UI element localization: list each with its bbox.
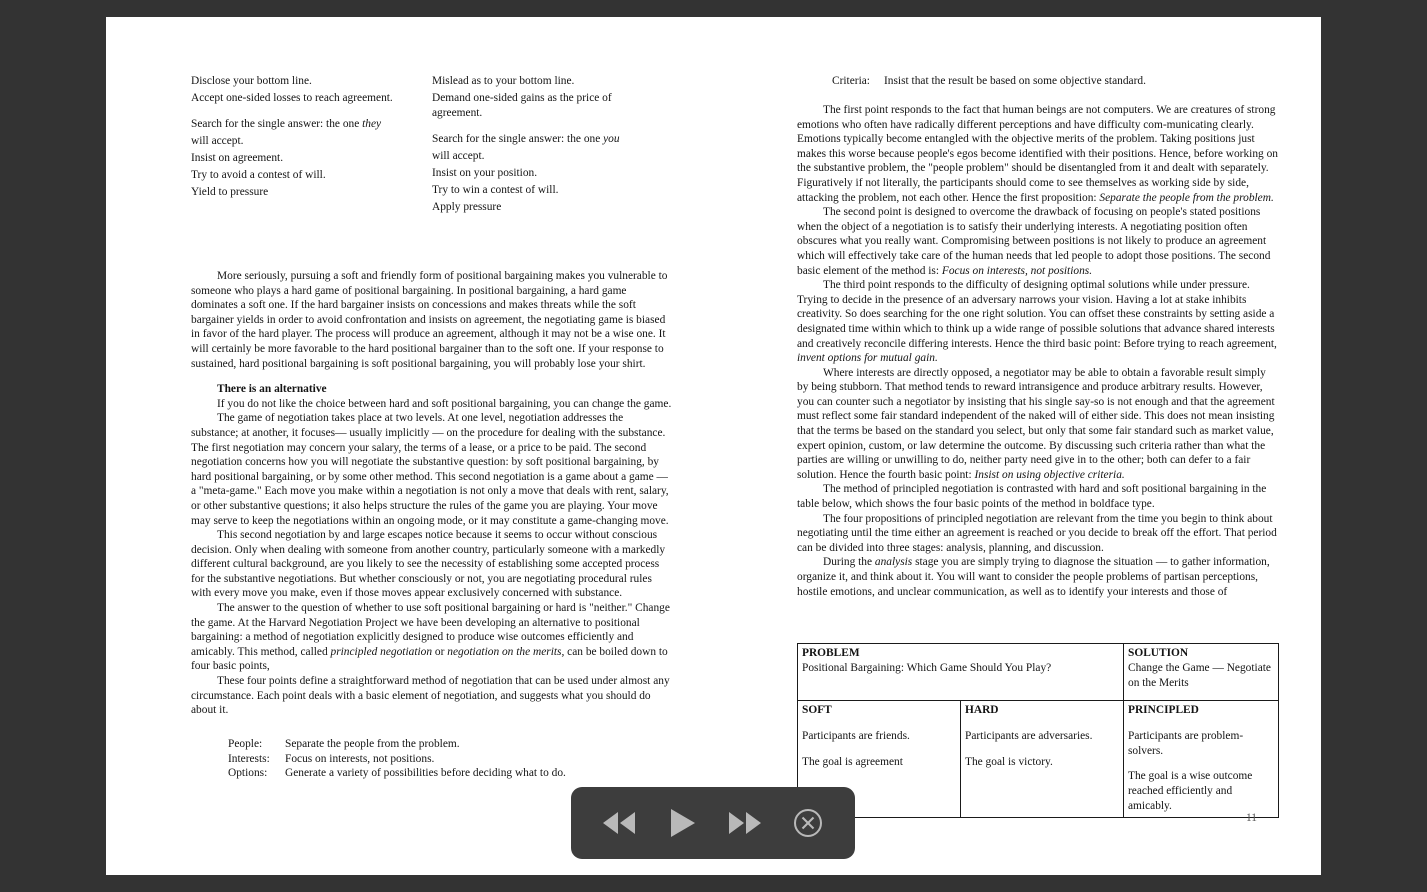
tactic-item: Apply pressure: [432, 201, 502, 214]
point-key: People:: [228, 737, 263, 750]
tactic-emphasis: you: [603, 133, 620, 146]
rewind-button[interactable]: [591, 801, 647, 845]
fast-forward-icon: [723, 810, 767, 836]
table-cell-text: The goal is agreement: [802, 755, 903, 768]
tactic-item: will accept.: [432, 150, 485, 163]
proposition-focus-on-interests: Focus on interests, not positions.: [941, 264, 1093, 277]
tactic-item: Insist on agreement.: [191, 152, 284, 165]
four-basic-points-list: [191, 737, 673, 781]
paragraph-game-two-levels: The game of negotiation takes place at two levels. At one level, negotiation addresses the substance; at another, it focuses— usually implicitly — on the procedure for dealing with the substance. The first negotiation may concern your salary, the terms of a lease, or a price to be paid. The second negotiation concerns how you will negotiate the substantive question: by soft positional bargaining, by hard positional bargaining, or by some other method. This second negotiation is a game about a game — a "meta-game." Each move you make within a negotiation is not only a move that deals with rent, salary, or other substantive questions; it also helps structure the rules of the game you are playing. Your move may serve to keep the negotiations within an ongoing mode, or it may constitute a game-changing move.: [191, 412, 669, 527]
paragraph-analysis-stage: [797, 555, 1279, 599]
tactic-text: Search for the single answer: the one: [191, 118, 363, 131]
paragraph-text: During the: [823, 556, 875, 569]
table-cell-principled: [1124, 701, 1279, 818]
table-cell-solution: [1124, 644, 1279, 701]
right-text-column: [797, 103, 1279, 599]
cell-spacer: [965, 718, 1120, 729]
heading-there-is-an-alternative: There is an alternative: [217, 383, 327, 396]
cell-spacer: [802, 744, 957, 755]
rewind-icon: [597, 810, 641, 836]
cell-spacer: [965, 744, 1120, 755]
tactic-emphasis: they: [362, 118, 382, 131]
table-cell-text: Participants are problem-solvers.: [1128, 729, 1244, 757]
paragraph-second-point: [797, 205, 1279, 278]
tactic-item: Disclose your bottom line.: [191, 75, 312, 87]
page-number: 11: [1246, 812, 1257, 824]
term-negotiation-on-the-merits: negotiation on the merits,: [447, 645, 565, 658]
tactic-item: [191, 117, 414, 132]
close-button[interactable]: [780, 801, 836, 845]
criteria-key: Criteria:: [832, 75, 870, 87]
cell-spacer: [1128, 758, 1275, 769]
point-value: Focus on interests, not positions.: [285, 752, 435, 765]
proposition-separate-people: Separate the people from the problem.: [1099, 191, 1274, 204]
table-cell-text: The goal is a wise outcome reached efficiently and amicably.: [1128, 770, 1253, 813]
table-row: [798, 644, 1279, 701]
tactics-soft-column: [191, 74, 432, 217]
point-value: Separate the people from the problem.: [285, 737, 460, 750]
play-icon: [665, 807, 699, 839]
tactic-item: Mislead as to your bottom line.: [432, 75, 575, 87]
paragraph-text: stage you are simply trying to diagnose the situation — to gather information, organize it, and think about it. You will want to consider the people problems of partisan perceptions, hostile emotions, and unclear communication, as well as to identify your interests and those of: [797, 556, 1270, 598]
left-text-column: [191, 269, 673, 781]
table-cell-text: Participants are adversaries.: [965, 729, 1093, 742]
tactics-list: [191, 74, 673, 217]
proposition-objective-criteria: Insist on using objective criteria.: [974, 468, 1125, 481]
table-caption-problem: PROBLEM: [802, 647, 860, 659]
close-icon: [792, 807, 824, 839]
paragraph-text: can be boiled down to four basic points,: [191, 645, 668, 673]
paragraph-text: The answer to the question of whether to use soft positional bargaining or hard is "neither." Change the game. At the Harvard Negotiation Project we have been developing an alternative to positional bargaining: a method of negotiation explicitly designed to produce wise outcomes efficiently and amicably. This method, called: [191, 602, 670, 658]
document-page: [106, 17, 1321, 875]
point-row: [228, 766, 673, 781]
paragraph-second-negotiation: This second negotiation by and large escapes notice because it seems to occur without conscious decision. Only when dealing with someone from another country, particularly someone with a markedly different cultural background, are you likely to see the necessity of establishing some accepted process for the substantive negotiations. But whether consciously or not, you are negotiating procedural rules with every move you make, even if those moves appear exclusively concerned with substance.: [191, 529, 666, 600]
table-header-principled: PRINCIPLED: [1128, 704, 1199, 716]
table-cell-text: Participants are friends.: [802, 729, 910, 742]
term-principled-negotiation: principled negotiation: [330, 645, 433, 658]
criteria-line: [797, 74, 1279, 89]
table-subtitle-solution: Change the Game — Negotiate on the Merits: [1128, 661, 1271, 689]
tactics-hard-column: [432, 74, 673, 217]
paragraph-text: The second point is designed to overcome the drawback of focusing on people's stated positions when the object of a negotiation is to satisfy their underlying interests. A negotiating position often obscures what you really want. Compromising between positions is not likely to produce an agreement which will effectively take care of the human needs that led people to adopt those positions. The second basic element of the method is:: [797, 206, 1271, 277]
play-button[interactable]: [654, 801, 710, 845]
paragraph-text: or: [432, 645, 448, 658]
term-analysis: analysis: [874, 556, 913, 569]
table-header-hard: HARD: [965, 704, 999, 716]
problem-solution-table: [797, 643, 1279, 818]
tactic-item: Insist on your position.: [432, 167, 538, 180]
paragraph-third-point: [797, 278, 1279, 366]
table-cell-text: The goal is victory.: [965, 755, 1053, 768]
paragraph-more-seriously: More seriously, pursuing a soft and friendly form of positional bargaining makes you vulnerable to someone who plays a hard game of positional bargaining. In positional bargaining, a hard game dominates a soft one. If the hard bargainer insists on concessions and makes threats while the soft bargainer yields in order to avoid confrontation and insists on agreement, the negotiating game is biased in favor of the hard player. The process will produce an agreement, although it may not be a wise one. It will certainly be more favorable to the hard positional bargainer than to the soft one. If your response to sustained, hard positional bargaining is soft positional bargaining, you will probably lose your shirt.: [191, 270, 668, 370]
tactic-item: Try to avoid a contest of will.: [191, 169, 326, 182]
tactic-item: [432, 132, 655, 147]
point-row: [228, 737, 673, 752]
point-row: [228, 752, 673, 767]
table-cell-problem: [798, 644, 1124, 701]
paragraph-method-contrasted: The method of principled negotiation is contrasted with hard and soft positional bargaining in the table below, which shows the four basic points of the method in boldface type.: [797, 483, 1267, 511]
paragraph-first-point: [797, 103, 1279, 205]
cell-spacer: [1128, 718, 1275, 729]
tactic-item: Demand one-sided gains as the price of agreement.: [432, 92, 612, 120]
point-key: Interests:: [228, 752, 270, 765]
fast-forward-button[interactable]: [717, 801, 773, 845]
point-value: Generate a variety of possibilities before deciding what to do.: [285, 767, 566, 780]
tactic-item: will accept.: [191, 135, 244, 148]
paragraph-text: Where interests are directly opposed, a negotiator may be able to obtain a favorable result simply by being stubborn. That method tends to reward intransigence and produce arbitrary results. However, you can counter such a negotiator by insisting that his single say-so is not enough and that the agreement must reflect some fair standard independent of the naked will of either side. This does not mean insisting that the terms be based on the standard you select, but only that some fair standard such as market value, expert opinion, custom, or law determine the outcome. By discussing such criteria rather than what the parties are willing or unwilling to do, neither party need give in to the other; both can defer to a fair solution. Hence the fourth basic point:: [797, 366, 1275, 481]
paragraph-four-propositions: The four propositions of principled negotiation are relevant from the time you begin to think about negotiating until the time either an agreement is reached or you decide to break off the effort. That period can be divided into three stages: analysis, planning, and discussion.: [797, 512, 1277, 554]
point-key: Options:: [228, 767, 268, 780]
paragraph-these-four-points: These four points define a straightforward method of negotiation that can be used under almost any circumstance. Each point deals with a basic element of negotiation, and suggests what you should do about it.: [191, 675, 670, 717]
cell-spacer: [802, 718, 957, 729]
tactic-item: Try to win a contest of will.: [432, 184, 559, 197]
table-header-soft: SOFT: [802, 704, 832, 716]
table-row: [798, 701, 1279, 818]
paragraph-if-you-do-not: If you do not like the choice between hard and soft positional bargaining, you can change the game.: [217, 397, 672, 410]
paragraph-text: The first point responds to the fact that human beings are not computers. We are creatures of strong emotions who often have radically different perceptions and have difficulty com-municating clearly. Emotions typically become entangled with the objective merits of the problem. Taking positions just makes this worse because people's egos become identified with their positions. Hence, before working on the substantive problem, the "people problem" should be disentangled from it and dealt with separately. Figuratively if not literally, the participants should come to see themselves as working side by side, attacking the problem, not each other. Hence the first proposition:: [797, 104, 1278, 204]
tactic-item: Yield to pressure: [191, 186, 269, 199]
paragraph-text: The third point responds to the difficulty of designing optimal solutions while under pressure. Trying to decide in the presence of an adversary narrows your vision. Having a lot at stake inhibits creativity. So does searching for the one right solution. You can offset these constraints by setting aside a designated time within which to think up a wide range of possible solutions that advance shared interests and creatively reconcile differing interests. Hence the third basic point: Before trying to reach agreement,: [797, 279, 1277, 350]
table-subtitle-problem: Positional Bargaining: Which Game Should You Play?: [802, 661, 1052, 674]
table-caption-solution: SOLUTION: [1128, 647, 1189, 659]
proposition-invent-options: invent options for mutual gain.: [797, 352, 938, 365]
paragraph-fourth-point: [797, 366, 1279, 483]
table-cell-hard: [961, 701, 1124, 818]
media-control-bar[interactable]: [571, 787, 855, 859]
criteria-value: Insist that the result be based on some objective standard.: [884, 75, 1146, 87]
tactic-item: Accept one-sided losses to reach agreement.: [191, 92, 393, 105]
paragraph-the-answer: [191, 601, 673, 674]
tactic-text: Search for the single answer: the one: [432, 133, 604, 146]
